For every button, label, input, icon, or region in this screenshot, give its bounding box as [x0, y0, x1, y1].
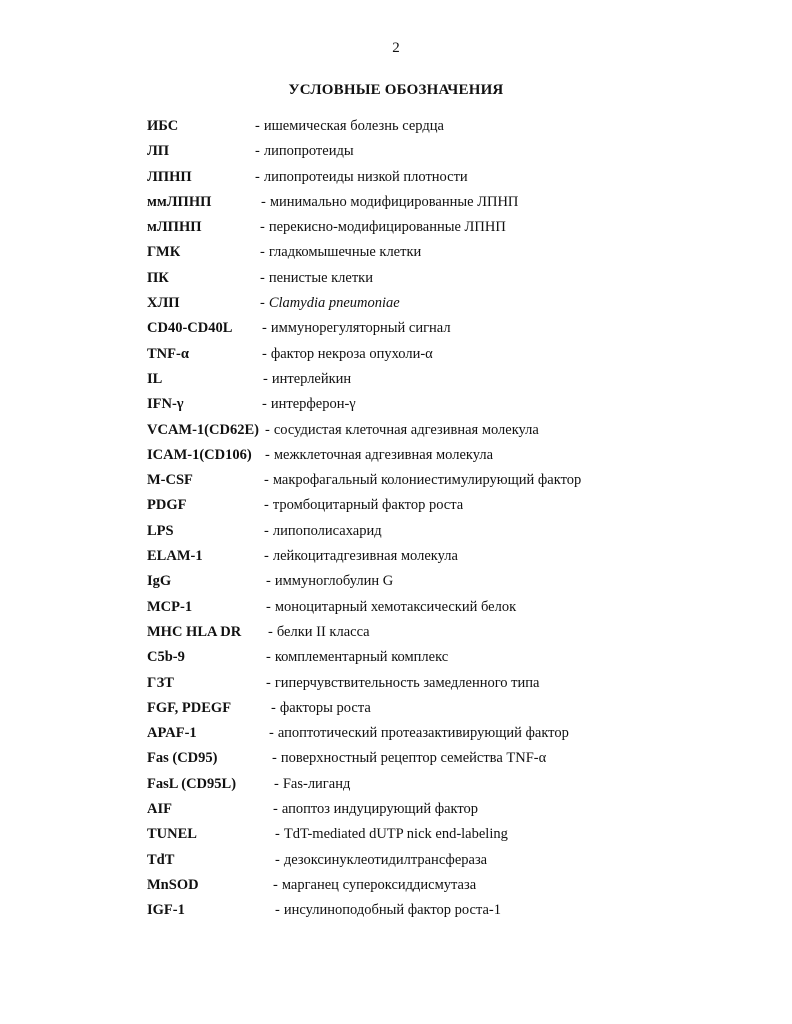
abbreviation-definition: - сосудистая клеточная адгезивная молекула — [265, 421, 539, 438]
abbreviation-row — [147, 772, 667, 797]
abbreviation-term: ЛП — [147, 143, 170, 160]
page-title: УСЛОВНЫЕ ОБОЗНАЧЕНИЯ — [288, 82, 504, 98]
abbreviation-row — [147, 493, 667, 518]
abbreviation-term: CD40-CD40L — [147, 320, 233, 337]
abbreviation-term: TNF-α — [147, 345, 189, 362]
abbreviation-term: IgG — [147, 573, 172, 590]
abbreviation-definition: - липопротеиды низкой плотности — [255, 168, 468, 185]
abbreviation-row — [147, 544, 667, 569]
abbreviation-term: MCP-1 — [147, 598, 193, 615]
abbreviation-term: VCAM-1(CD62E) — [147, 421, 259, 438]
abbreviation-row — [147, 519, 667, 544]
abbreviation-term: TdT — [147, 851, 175, 868]
abbreviation-term: FasL (CD95L) — [147, 775, 237, 792]
abbreviation-row — [147, 468, 667, 493]
abbreviation-definition: - моноцитарный хемотаксический белок — [266, 598, 517, 615]
abbreviation-definition: - интерферон-γ — [262, 396, 356, 413]
abbreviation-term: C5b-9 — [147, 649, 185, 666]
abbreviation-term: ПК — [147, 269, 169, 286]
abbreviation-term: ГЗТ — [147, 674, 174, 691]
abbreviation-term: FGF, PDEGF — [147, 699, 232, 716]
abbreviation-row — [147, 569, 667, 594]
abbreviation-row — [147, 266, 667, 291]
abbreviation-definition: - Fas-лиганд — [274, 775, 351, 792]
abbreviation-row — [147, 291, 667, 316]
abbreviation-row — [147, 215, 667, 240]
abbreviation-row — [147, 443, 667, 468]
abbreviation-row — [147, 418, 667, 443]
abbreviation-definition: - поверхностный рецептор семейства TNF-α — [272, 750, 547, 767]
abbreviation-definition: - Clamydia pneumoniae — [260, 295, 400, 312]
abbreviation-term: ХЛП — [147, 295, 180, 312]
abbreviation-term: Fas (CD95) — [147, 750, 218, 767]
abbreviation-row — [147, 797, 667, 822]
abbreviation-definition: - перекисно-модифицированные ЛПНП — [260, 219, 506, 236]
abbreviation-definition: - комплементарный комплекс — [266, 649, 449, 666]
abbreviation-term: TUNEL — [147, 826, 197, 843]
abbreviation-row — [147, 114, 667, 139]
abbreviation-definition: - ишемическая болезнь сердца — [255, 118, 444, 134]
abbreviation-term: IL — [147, 370, 163, 387]
abbreviation-definition: - апоптотический протеазактивирующий фактор — [269, 725, 569, 742]
abbreviation-definition: - TdT-mediated dUTP nick end-labeling — [275, 826, 508, 843]
abbreviation-term: AIF — [147, 801, 172, 818]
abbreviation-term: ИБС — [147, 118, 179, 134]
abbreviation-row — [147, 190, 667, 215]
abbreviation-row — [147, 392, 667, 417]
abbreviation-term: IFN-γ — [147, 396, 184, 413]
abbreviation-row — [147, 620, 667, 645]
abbreviation-definition: - белки II класса — [268, 623, 370, 640]
abbreviation-row — [147, 139, 667, 164]
abbreviation-row — [147, 316, 667, 341]
abbreviation-term: MHC HLA DR — [147, 623, 242, 640]
abbreviation-term: ICAM-1(CD106) — [147, 446, 252, 463]
abbreviation-row — [147, 240, 667, 265]
abbreviation-term: мЛПНП — [147, 219, 202, 236]
abbreviation-definition: - гладкомышечные клетки — [260, 244, 422, 261]
abbreviation-row — [147, 721, 667, 746]
abbreviation-row — [147, 873, 667, 898]
abbreviation-row — [147, 746, 667, 771]
abbreviation-list — [147, 114, 667, 924]
abbreviation-term: PDGF — [147, 497, 187, 514]
abbreviation-term: MnSOD — [147, 876, 199, 893]
abbreviation-row — [147, 645, 667, 670]
page-number: 2 — [392, 40, 400, 56]
abbreviation-row — [147, 342, 667, 367]
abbreviation-term: ГМК — [147, 244, 181, 261]
abbreviation-row — [147, 696, 667, 721]
abbreviation-row — [147, 165, 667, 190]
abbreviation-definition: - фактор некроза опухоли-α — [262, 345, 433, 362]
abbreviation-row — [147, 595, 667, 620]
abbreviation-definition: - апоптоз индуцирующий фактор — [273, 801, 479, 818]
abbreviation-definition: - интерлейкин — [263, 370, 352, 387]
abbreviation-definition: - макрофагальный колониестимулирующий фактор — [264, 472, 582, 489]
abbreviation-definition: - иммуноглобулин G — [266, 573, 394, 590]
abbreviation-row — [147, 848, 667, 873]
abbreviation-row — [147, 367, 667, 392]
abbreviation-definition: - дезоксинуклеотидилтрансфераза — [275, 851, 488, 868]
abbreviation-definition: - гиперчувствительность замедленного типа — [266, 674, 540, 691]
abbreviation-term: ммЛПНП — [147, 193, 212, 210]
abbreviation-definition: - межклеточная адгезивная молекула — [265, 446, 494, 463]
abbreviation-definition: - факторы роста — [271, 699, 371, 716]
abbreviation-definition: - лейкоцитадгезивная молекула — [264, 548, 458, 565]
abbreviation-definition: - минимально модифицированные ЛПНП — [261, 193, 519, 210]
abbreviation-row — [147, 671, 667, 696]
abbreviation-term: ELAM-1 — [147, 548, 203, 565]
abbreviation-definition: - инсулиноподобный фактор роста-1 — [275, 902, 501, 919]
abbreviation-term: ЛПНП — [147, 168, 192, 185]
abbreviation-definition: - иммунорегуляторный сигнал — [262, 320, 451, 337]
abbreviation-term: M-CSF — [147, 472, 193, 489]
abbreviation-term: LPS — [147, 522, 174, 539]
abbreviation-definition: - марганец супероксиддисмутаза — [273, 876, 477, 893]
abbreviation-row — [147, 898, 667, 923]
abbreviation-definition: - липополисахарид — [264, 522, 382, 539]
abbreviation-term: IGF-1 — [147, 902, 185, 919]
abbreviation-row — [147, 822, 667, 847]
abbreviation-term: APAF-1 — [147, 725, 197, 742]
abbreviation-definition: - пенистые клетки — [260, 269, 373, 286]
abbreviation-definition: - тромбоцитарный фактор роста — [264, 497, 464, 514]
abbreviation-definition: - липопротеиды — [255, 143, 354, 160]
